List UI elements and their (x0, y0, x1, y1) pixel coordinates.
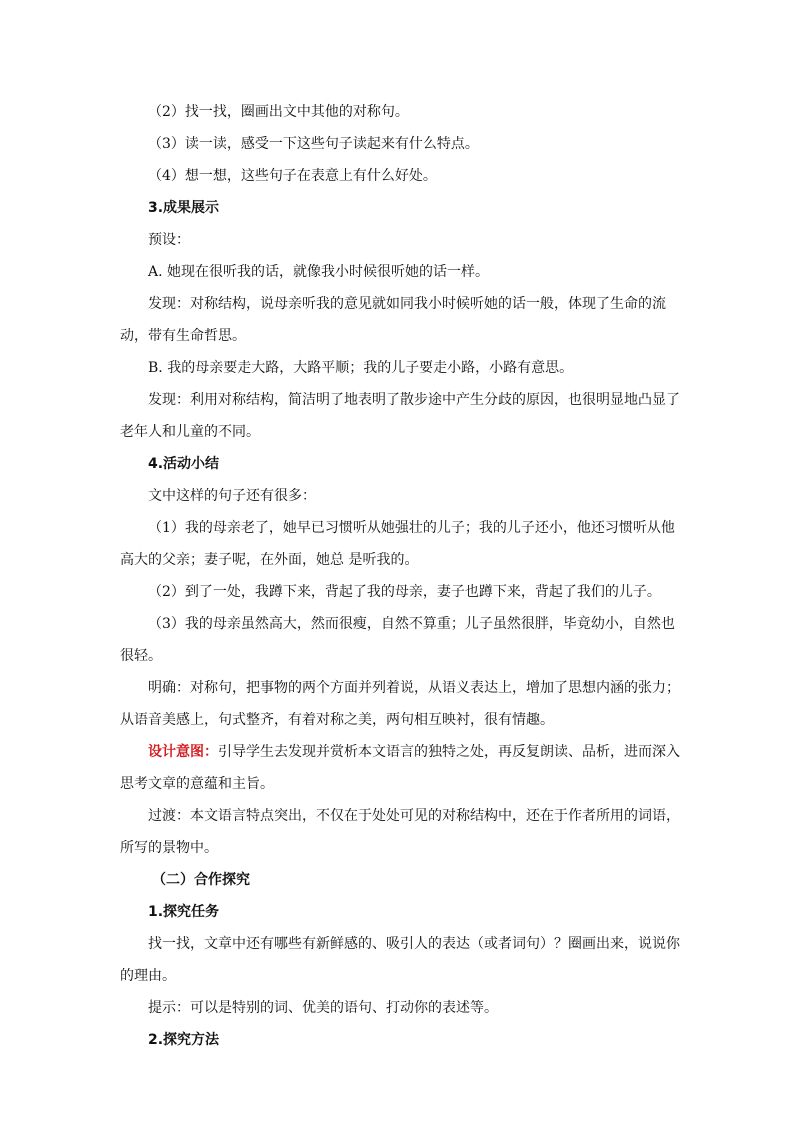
finding-1: 发现：对称结构，说母亲听我的意见就如同我小时候听她的话一般，体现了生命的流动，带有生命哲思。 (120, 296, 666, 344)
preset-label: 预设： (148, 232, 190, 248)
hint-text: 提示：可以是特别的词、优美的语句、打动你的表述等。 (148, 1000, 498, 1016)
example-a: A. 她现在很听我的话，就像我小时候很听她的话一样。 (148, 264, 490, 280)
many-sentences: 文中这样的句子还有很多： (148, 488, 316, 504)
question-3: （3）读一读，感受一下这些句子读起来有什么特点。 (148, 136, 479, 152)
heading-method: 2.探究方法 (148, 1032, 220, 1048)
heading-results: 3.成果展示 (148, 200, 220, 216)
question-4: （4）想一想，这些句子在表意上有什么好处。 (148, 168, 437, 184)
sentence-2: （2）到了一处，我蹲下来，背起了我的母亲，妻子也蹲下来，背起了我们的儿子。 (148, 584, 661, 600)
section-cooperative (120, 864, 685, 896)
heading-summary: 4.活动小结 (148, 456, 220, 472)
clarification: 明确：对称句，把事物的两个方面并列着说，从语义表达上，增加了思想内涵的张力；从语音美感上，句式整齐，有着对称之美，两句相互映衬，很有情趣。 (120, 680, 680, 728)
design-intent (120, 736, 685, 800)
example-b: B. 我的母亲要走大路，大路平顺；我的儿子要走小路，小路有意思。 (148, 360, 574, 376)
design-intent-text: 引导学生去发现并赏析本文语言的独特之处，再反复朗读、品析，进而深入思考文章的意蕴和主旨。 (120, 744, 680, 792)
sentence-1: （1）我的母亲老了，她早已习惯听从她强壮的儿子；我的儿子还小，他还习惯听从他高大的父亲；妻子呢，在外面，她总 是听我的。 (120, 520, 675, 568)
document-page (120, 96, 685, 1056)
finding-2: 发现：利用对称结构，简洁明了地表明了散步途中产生分歧的原因，也很明显地凸显了老年人和儿童的不同。 (120, 392, 680, 440)
question-2: （2）找一找，圈画出文中其他的对称句。 (148, 104, 409, 120)
heading-task: 1.探究任务 (148, 904, 220, 920)
sentence-3: （3）我的母亲虽然高大，然而很瘦，自然不算重；儿子虽然很胖，毕竟幼小，自然也很轻。 (120, 616, 675, 664)
task-text: 找一找，文章中还有哪些有新鲜感的、吸引人的表达（或者词句）？圈画出来，说说你的理由。 (120, 936, 680, 984)
design-intent-label: 设计意图： (148, 744, 218, 760)
section-cooperative-title: （二）合作探究 (152, 872, 250, 888)
transition: 过渡：本文语言特点突出，不仅在于处处可见的对称结构中，还在于作者所用的词语，所写的景物中。 (120, 808, 680, 856)
